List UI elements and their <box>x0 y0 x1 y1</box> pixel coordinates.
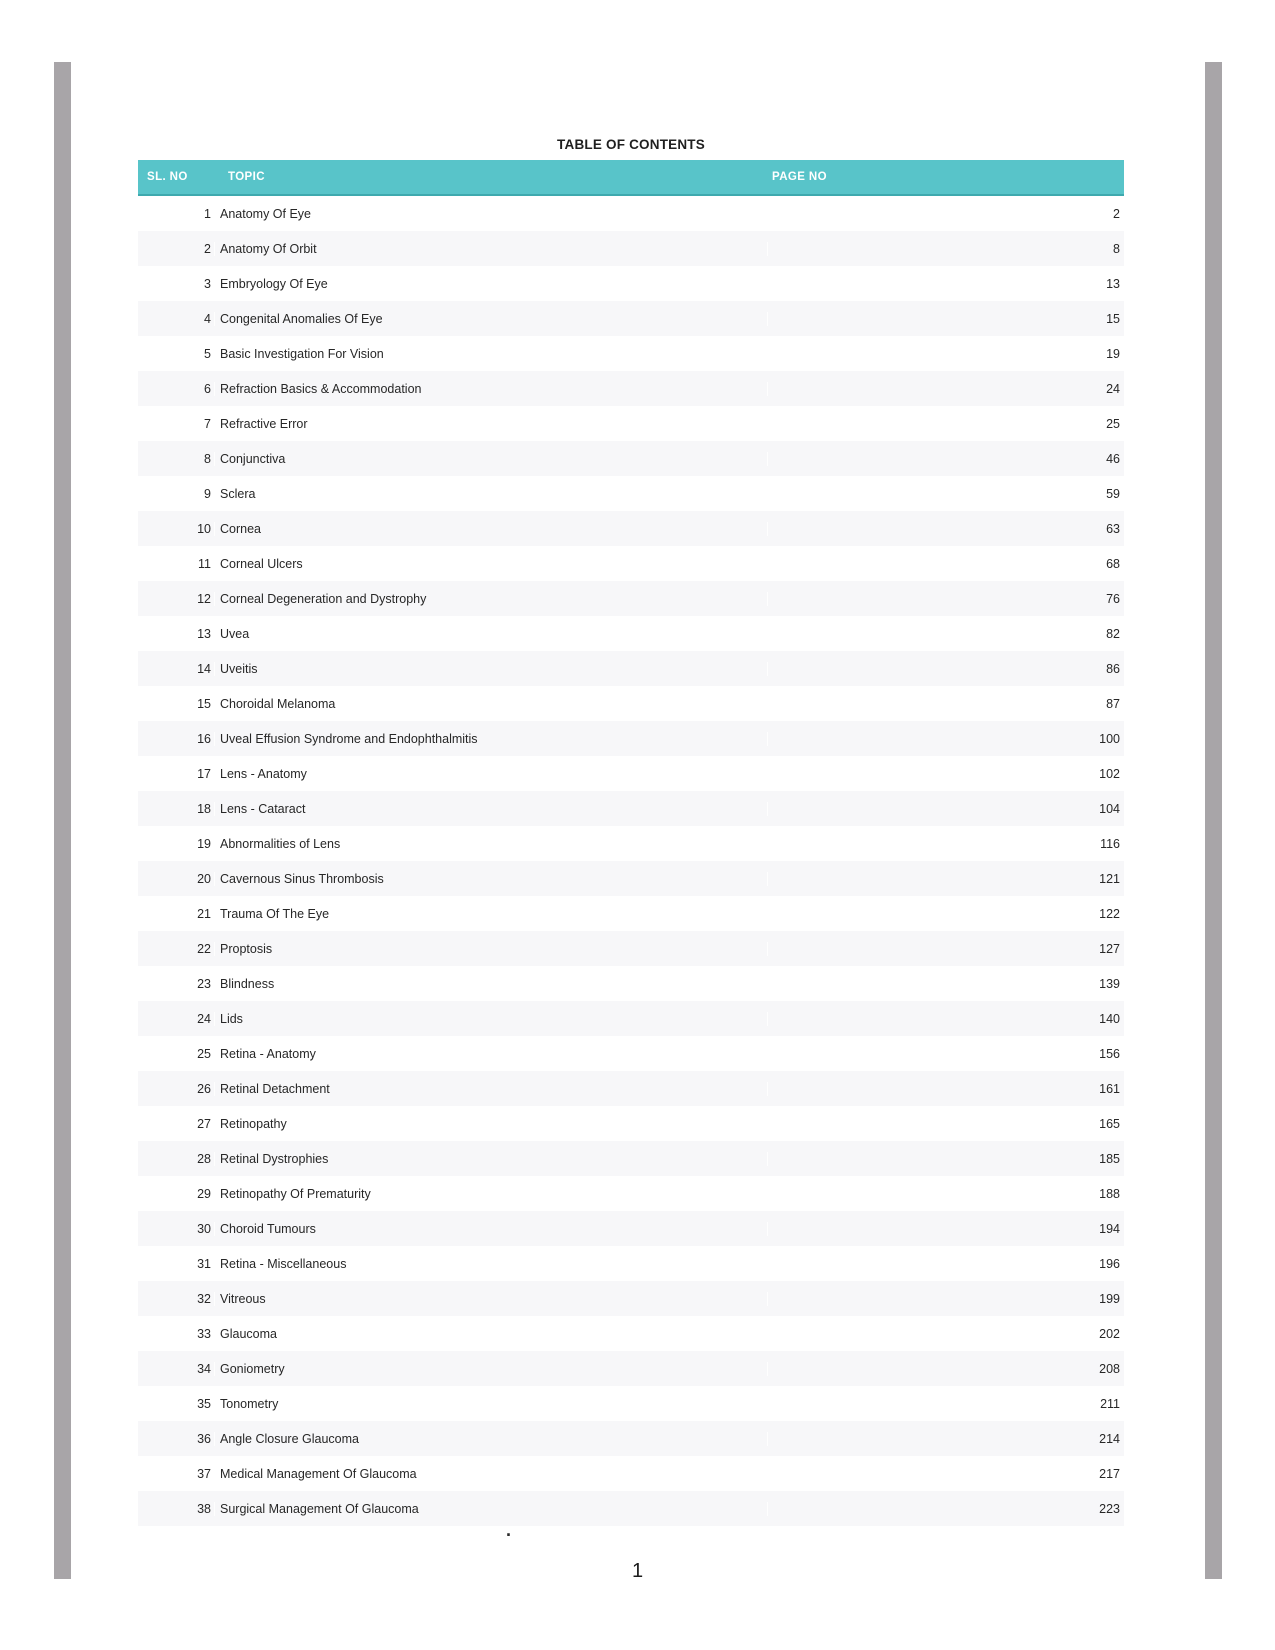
sl-no-cell: 37 <box>197 1466 211 1481</box>
table-row <box>138 546 1124 581</box>
page-no-cell: 214 <box>767 1432 1124 1446</box>
sl-no-cell: 15 <box>197 696 211 711</box>
table-row <box>138 441 1124 476</box>
sl-no-cell: 22 <box>197 941 211 956</box>
table-row <box>138 1211 1124 1246</box>
page-no-cell: 68 <box>767 557 1124 571</box>
sl-no-cell: 3 <box>204 276 211 291</box>
sl-no-cell: 38 <box>197 1501 211 1516</box>
sl-no-cell: 6 <box>204 381 211 396</box>
topic-cell: Retina - Miscellaneous <box>214 1257 767 1271</box>
table-row <box>138 406 1124 441</box>
page-no-cell: 24 <box>767 382 1124 396</box>
topic-cell: Glaucoma <box>214 1327 767 1341</box>
sl-no-cell: 33 <box>197 1326 211 1341</box>
table-row <box>138 1386 1124 1421</box>
page-no-cell: 46 <box>767 452 1124 466</box>
sl-no-cell: 8 <box>204 451 211 466</box>
sl-no-cell: 26 <box>197 1081 211 1096</box>
sl-no-cell: 5 <box>204 346 211 361</box>
page-no-cell: 127 <box>767 942 1124 956</box>
topic-cell: Lids <box>214 1012 767 1026</box>
page-no-cell: 121 <box>767 872 1124 886</box>
topic-cell: Tonometry <box>214 1397 767 1411</box>
topic-cell: Conjunctiva <box>214 452 767 466</box>
table-row <box>138 931 1124 966</box>
table-row <box>138 1246 1124 1281</box>
page-no-cell: 122 <box>767 907 1124 921</box>
sl-no-cell: 28 <box>197 1151 211 1166</box>
table-row <box>138 581 1124 616</box>
sl-no-cell: 20 <box>197 871 211 886</box>
table-row <box>138 196 1124 231</box>
topic-cell: Cavernous Sinus Thrombosis <box>214 872 767 886</box>
page-no-cell: 15 <box>767 312 1124 326</box>
topic-cell: Basic Investigation For Vision <box>214 347 767 361</box>
sl-no-cell: 1 <box>204 206 211 221</box>
sl-no-cell: 2 <box>204 241 211 256</box>
sl-no-cell: 4 <box>204 311 211 326</box>
page-no-cell: 202 <box>767 1327 1124 1341</box>
sl-no-cell: 32 <box>197 1291 211 1306</box>
table-row <box>138 1141 1124 1176</box>
toc-table <box>138 160 1124 1526</box>
table-row <box>138 721 1124 756</box>
page-no-cell: 104 <box>767 802 1124 816</box>
page-no-cell: 82 <box>767 627 1124 641</box>
table-row <box>138 861 1124 896</box>
sl-no-cell: 14 <box>197 661 211 676</box>
sl-no-cell: 34 <box>197 1361 211 1376</box>
topic-cell: Vitreous <box>214 1292 767 1306</box>
table-body <box>138 196 1124 1526</box>
topic-cell: Trauma Of The Eye <box>214 907 767 921</box>
topic-cell: Congenital Anomalies Of Eye <box>214 312 767 326</box>
page-no-cell: 86 <box>767 662 1124 676</box>
table-row <box>138 791 1124 826</box>
table-row <box>138 371 1124 406</box>
page-no-cell: 13 <box>767 277 1124 291</box>
topic-cell: Medical Management Of Glaucoma <box>214 1467 767 1481</box>
sl-no-cell: 11 <box>198 556 211 571</box>
topic-cell: Uveitis <box>214 662 767 676</box>
page-no-cell: 102 <box>767 767 1124 781</box>
sl-no-cell: 10 <box>197 521 211 536</box>
page-no-cell: 87 <box>767 697 1124 711</box>
table-row <box>138 1071 1124 1106</box>
table-row <box>138 476 1124 511</box>
table-row <box>138 1421 1124 1456</box>
page-no-cell: 211 <box>767 1397 1124 1411</box>
sl-no-cell: 16 <box>197 731 211 746</box>
page-no-cell: 165 <box>767 1117 1124 1131</box>
table-row <box>138 336 1124 371</box>
topic-cell: Sclera <box>214 487 767 501</box>
topic-cell: Choroidal Melanoma <box>214 697 767 711</box>
table-row <box>138 616 1124 651</box>
table-row <box>138 1001 1124 1036</box>
right-page-edge-bar <box>1205 62 1222 1579</box>
topic-cell: Retinopathy Of Prematurity <box>214 1187 767 1201</box>
sl-no-cell: 31 <box>197 1256 211 1271</box>
sl-no-cell: 27 <box>197 1116 211 1131</box>
left-page-edge-bar <box>54 62 71 1579</box>
footer-page-number: 1 <box>631 1560 644 1582</box>
page-no-cell: 223 <box>767 1502 1124 1516</box>
sl-no-cell: 18 <box>197 801 211 816</box>
topic-cell: Retinopathy <box>214 1117 767 1131</box>
page-no-cell: 63 <box>767 522 1124 536</box>
table-row <box>138 1316 1124 1351</box>
topic-cell: Choroid Tumours <box>214 1222 767 1236</box>
page-no-cell: 194 <box>767 1222 1124 1236</box>
topic-cell: Refractive Error <box>214 417 767 431</box>
sl-no-cell: 29 <box>197 1186 211 1201</box>
table-row <box>138 301 1124 336</box>
page-no-cell: 199 <box>767 1292 1124 1306</box>
page-no-cell: 161 <box>767 1082 1124 1096</box>
page-no-cell: 217 <box>767 1467 1124 1481</box>
column-header-topic: TOPIC <box>228 171 265 183</box>
table-row <box>138 896 1124 931</box>
page-title: TABLE OF CONTENTS <box>557 137 705 152</box>
topic-cell: Cornea <box>214 522 767 536</box>
table-row <box>138 1281 1124 1316</box>
table-row <box>138 1351 1124 1386</box>
topic-cell: Corneal Degeneration and Dystrophy <box>214 592 767 606</box>
topic-cell: Lens - Cataract <box>214 802 767 816</box>
page-no-cell: 76 <box>767 592 1124 606</box>
topic-cell: Uveal Effusion Syndrome and Endophthalmitis <box>214 732 767 746</box>
topic-cell: Anatomy Of Eye <box>214 207 767 221</box>
topic-cell: Goniometry <box>214 1362 767 1376</box>
table-row <box>138 1036 1124 1071</box>
table-row <box>138 1456 1124 1491</box>
topic-cell: Embryology Of Eye <box>214 277 767 291</box>
sl-no-cell: 35 <box>197 1396 211 1411</box>
sl-no-cell: 12 <box>197 591 211 606</box>
table-row <box>138 231 1124 266</box>
sl-no-cell: 25 <box>197 1046 211 1061</box>
table-row <box>138 651 1124 686</box>
topic-cell: Anatomy Of Orbit <box>214 242 767 256</box>
table-row <box>138 1491 1124 1526</box>
page-no-cell: 116 <box>767 837 1124 851</box>
topic-cell: Lens - Anatomy <box>214 767 767 781</box>
table-row <box>138 1176 1124 1211</box>
topic-cell: Refraction Basics & Accommodation <box>214 382 767 396</box>
topic-cell: Surgical Management Of Glaucoma <box>214 1502 767 1516</box>
table-row <box>138 826 1124 861</box>
table-header-row <box>138 160 1124 196</box>
page-no-cell: 2 <box>767 207 1124 221</box>
table-row <box>138 686 1124 721</box>
page-no-cell: 19 <box>767 347 1124 361</box>
topic-cell: Blindness <box>214 977 767 991</box>
column-header-sl-no: SL. NO <box>147 171 188 183</box>
sl-no-cell: 9 <box>204 486 211 501</box>
topic-cell: Uvea <box>214 627 767 641</box>
page-no-cell: 156 <box>767 1047 1124 1061</box>
sl-no-cell: 19 <box>197 836 211 851</box>
topic-cell: Retinal Dystrophies <box>214 1152 767 1166</box>
topic-cell: Retinal Detachment <box>214 1082 767 1096</box>
table-row <box>138 266 1124 301</box>
page-no-cell: 208 <box>767 1362 1124 1376</box>
topic-cell: Corneal Ulcers <box>214 557 767 571</box>
topic-cell: Angle Closure Glaucoma <box>214 1432 767 1446</box>
page-no-cell: 139 <box>767 977 1124 991</box>
table-row <box>138 756 1124 791</box>
sl-no-cell: 21 <box>197 906 211 921</box>
page-no-cell: 8 <box>767 242 1124 256</box>
page-no-cell: 188 <box>767 1187 1124 1201</box>
sl-no-cell: 36 <box>197 1431 211 1446</box>
topic-cell: Proptosis <box>214 942 767 956</box>
footer-dot: . <box>506 1520 512 1540</box>
sl-no-cell: 30 <box>197 1221 211 1236</box>
sl-no-cell: 24 <box>197 1011 211 1026</box>
page-no-cell: 196 <box>767 1257 1124 1271</box>
sl-no-cell: 13 <box>197 626 211 641</box>
page-no-cell: 59 <box>767 487 1124 501</box>
column-header-page-no: PAGE NO <box>772 171 827 183</box>
page-no-cell: 25 <box>767 417 1124 431</box>
table-row <box>138 1106 1124 1141</box>
table-row <box>138 511 1124 546</box>
page-no-cell: 185 <box>767 1152 1124 1166</box>
page-no-cell: 100 <box>767 732 1124 746</box>
sl-no-cell: 23 <box>197 976 211 991</box>
table-row <box>138 966 1124 1001</box>
topic-cell: Retina - Anatomy <box>214 1047 767 1061</box>
topic-cell: Abnormalities of Lens <box>214 837 767 851</box>
sl-no-cell: 7 <box>204 416 211 431</box>
page-no-cell: 140 <box>767 1012 1124 1026</box>
sl-no-cell: 17 <box>197 766 211 781</box>
